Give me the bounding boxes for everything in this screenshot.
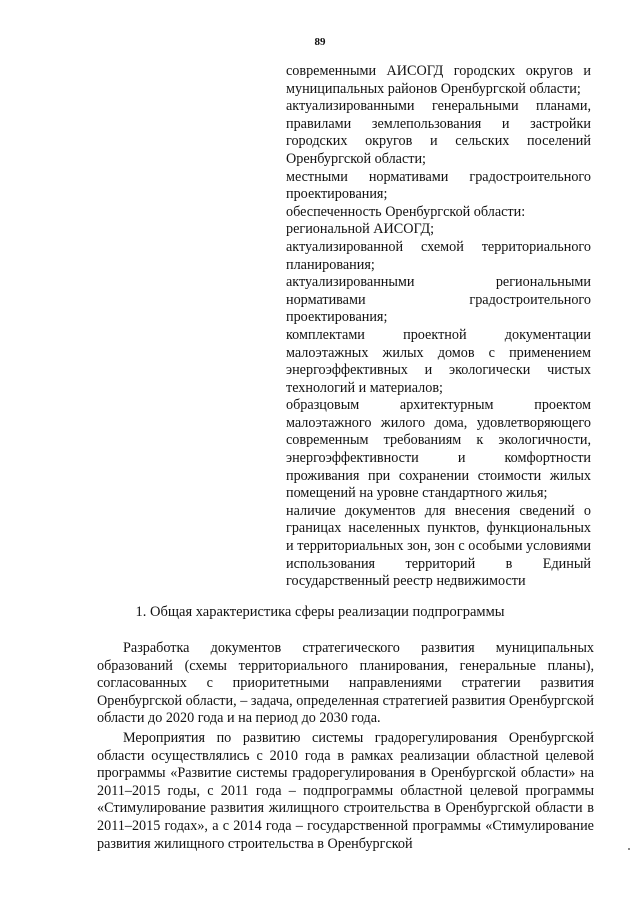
scan-artifact [628, 848, 630, 850]
list-item: образцовым архитектурным проектом малоэтажного жилого дома, удовлетворяющего современным требованиям к экологичности, энергоэффективности и комфортности проживания при сохранении стоимости жилых помещений на уровне стандартного жилья; [286, 397, 591, 502]
section-heading: 1. Общая характеристика сферы реализации подпрограммы [135, 604, 505, 620]
list-item: обеспеченность Оренбургской области: [286, 203, 526, 220]
list-item: актуализированной схемой территориального планирования; [286, 238, 591, 273]
list-item: современными АИСОГД городских округов и муниципальных районов Оренбургской области; [286, 63, 591, 97]
indicator-list [286, 63, 591, 591]
list-item: комплектами проектной документации малоэтажных жилых домов с применением энергоэффективных и экологически чистых технологий и материалов; [286, 326, 591, 396]
list-item: актуализированными генеральными планами, правилами землепользования и застройки городских округов и сельских поселений Оренбургской области; [286, 98, 591, 167]
page-number: 89 [314, 36, 326, 48]
list-item: региональной АИСОГД; [286, 221, 435, 238]
paragraph: Разработка документов стратегического развития муниципальных образований (схемы территориального планирования, генеральные планы), согласованных с приоритетными направлениями стратегии развития Оренбургской области, – задача, определенная стратегией развития Оренбургской области до 2020 года и на период до 2030 года. [97, 640, 594, 727]
body-text [97, 640, 594, 855]
list-item: наличие документов для внесения сведений о границах населенных пунктов, функциональных и территориальных зон, зон с особыми условиями использования территорий в Единый государственный реестр недвижимости [286, 502, 591, 590]
paragraph: Мероприятия по развитию системы градорегулирования Оренбургской области осуществлялись с 2010 года в рамках реализации областной целевой программы «Развитие системы градорегулирования в Оренбургской области» на 2011–2015 годы, с 2011 года – подпрограммы областной целевой программы «Стимулирование развития жилищного строительства в Оренбургской области в 2011–2015 годах», а с 2014 года – государственной программы «Стимулирование развития жилищного строительства в Оренбургской [97, 729, 594, 852]
list-item: местными нормативами градостроительного проектирования; [286, 168, 591, 203]
list-item: актуализированными региональными нормативами градостроительного проектирования; [286, 274, 591, 326]
